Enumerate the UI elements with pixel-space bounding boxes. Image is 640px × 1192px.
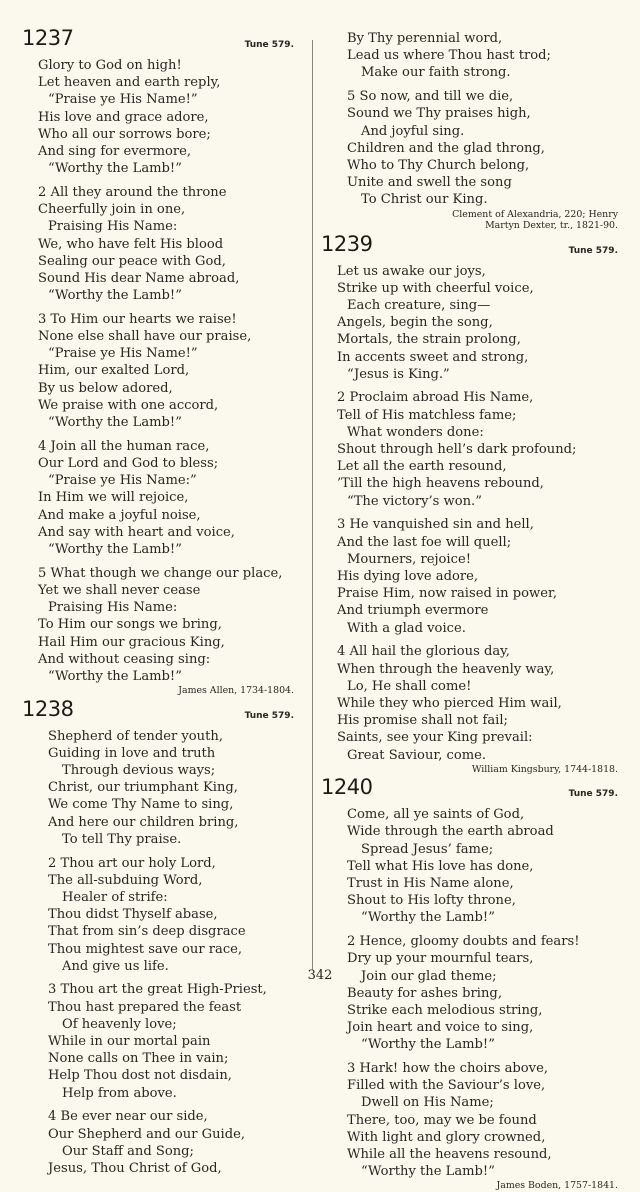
verse-line: Healer of strife: [62, 889, 168, 905]
verse-line: 4 Join all the human race, [38, 438, 210, 454]
verse-line: Glory to God on high! [38, 58, 182, 73]
verse-line: To Christ our King. [361, 192, 488, 208]
verse-line: We, who have felt His blood [38, 236, 224, 252]
verse-line: Great Saviour, come. [347, 747, 487, 763]
stanza-2 [321, 933, 624, 1053]
verse-line: With a glad voice. [347, 620, 466, 636]
verse-line: Let us awake our joys, [337, 263, 486, 279]
stanza-3 [22, 311, 300, 431]
verse-line: 4 Be ever near our side, [48, 1109, 208, 1125]
verse-line: We come Thy Name to sing, [48, 797, 234, 813]
verse-line: Christ, our triumphant King, [48, 780, 238, 796]
stanza-4 [22, 1108, 300, 1177]
verse-line: 5 What though we change our place, [38, 565, 283, 581]
right-column [321, 30, 624, 1192]
verse-line: 3 Hark! how the choirs above, [347, 1061, 548, 1077]
hymn-attribution: William Kingsbury, 1744-1818. [471, 763, 618, 775]
verse-line: Sound we Thy praises high, [347, 106, 531, 122]
verse-line: What wonders done: [347, 424, 484, 440]
hymn-1238 [22, 696, 300, 1178]
verse-line: By us below adored, [38, 380, 173, 396]
verse-line: Join heart and voice to sing, [347, 1020, 534, 1036]
verse-line: Praising His Name: [48, 219, 178, 235]
verse-line: Lo, He shall come! [347, 678, 472, 694]
verse-line: ’Till the high heavens rebound, [337, 476, 544, 492]
verse-line: Through devious ways; [62, 763, 216, 779]
verse-line: Thou didst Thyself abase, [48, 907, 218, 923]
verse-line: And give us life. [62, 958, 169, 974]
verse-line: Lead us where Thou hast trod; [347, 48, 551, 64]
verse-line: Our Lord and God to bless; [38, 455, 219, 471]
verse-line: The all-subduing Word, [48, 872, 203, 888]
verse-line: Children and the glad throng, [347, 140, 545, 156]
verse-line: Praise Him, now raised in power, [337, 586, 557, 602]
verse-line: Join our glad theme; [361, 968, 497, 984]
verse-line: Guiding in love and truth [48, 745, 216, 761]
stanza-3 [22, 981, 300, 1101]
verse-line: Unite and swell the song [347, 175, 512, 191]
hymn-attribution: James Boden, 1757-1841. [496, 1180, 618, 1192]
verse-line: 5 So now, and till we die, [347, 89, 514, 105]
verse-line: And the last foe will quell; [337, 534, 512, 550]
hymn-number: 1238 [22, 696, 74, 721]
verse-line: While all the heavens resound, [347, 1147, 552, 1163]
verse-line: Strike up with cheerful voice, [337, 280, 534, 296]
hymn-1238-continued [321, 30, 624, 232]
verse-line: To Him our songs we bring, [38, 617, 222, 633]
verse-line: Strike each melodious string, [347, 1002, 543, 1018]
verse-line: Let heaven and earth reply, [38, 75, 221, 91]
verse-line: His promise shall not fail; [337, 713, 508, 729]
verse-line: None calls on Thee in vain; [48, 1051, 229, 1067]
verse-line: Tell of His matchless fame; [337, 407, 517, 423]
verse-line: 3 Thou art the great High-Priest, [48, 982, 267, 998]
verse-line: With light and glory crowned, [347, 1129, 546, 1145]
verse-line: And without ceasing sing: [38, 651, 211, 667]
hymn-attribution: Clement of Alexandria, 220; Henry [452, 208, 618, 220]
verse-line: Our Shepherd and our Guide, [48, 1126, 246, 1142]
verse-line: “Praise ye His Name!” [48, 92, 198, 108]
verse-line: Beauty for ashes bring, [347, 985, 502, 1001]
verse-line: Of heavenly love; [62, 1016, 177, 1032]
verse-line: Let all the earth resound, [337, 459, 507, 475]
verse-line: “Worthy the Lamb!” [48, 288, 182, 304]
verse-line: Angels, begin the song, [337, 315, 493, 331]
stanza-2 [22, 184, 300, 304]
verse-line: Come, all ye saints of God, [347, 807, 525, 823]
verse-line: Mourners, rejoice! [347, 551, 471, 567]
tune-reference: Tune 579. [244, 40, 294, 50]
verse-line: That from sin’s deep disgrace [48, 924, 246, 940]
stanza-5 [22, 565, 300, 685]
tune-reference: Tune 579. [244, 710, 294, 721]
verse-line: Him, our exalted Lord, [38, 363, 190, 379]
stanza-3 [321, 516, 624, 636]
verse-line: Our Staff and Song; [62, 1143, 194, 1159]
verse-line: Thou mightest save our race, [48, 941, 243, 957]
verse-line: 3 He vanquished sin and hell, [337, 517, 534, 533]
hymn-number: 1240 [321, 775, 373, 800]
stanza-3 [321, 1060, 624, 1180]
verse-line: Shepherd of tender youth, [48, 728, 223, 744]
verse-line: When through the heavenly way, [337, 661, 555, 677]
verse-line: Cheerfully join in one, [38, 202, 186, 218]
verse-line: Thou hast prepared the feast [48, 999, 242, 1015]
verse-line: Mortals, the strain prolong, [337, 332, 521, 348]
verse-line: Praising His Name: [48, 600, 178, 616]
verse-line: While in our mortal pain [48, 1034, 211, 1050]
verse-line: By Thy perennial word, [347, 31, 503, 46]
column-divider [312, 40, 313, 970]
verse-line: “Praise ye His Name!” [48, 346, 198, 362]
stanza-1 [22, 57, 300, 177]
hymn-number: 1239 [321, 231, 373, 256]
stanza-4 [22, 438, 300, 558]
verse-line: “Worthy the Lamb!” [361, 1164, 495, 1180]
stanza-2 [321, 389, 624, 509]
verse-line: Make our faith strong. [361, 65, 511, 81]
verse-line: Sealing our peace with God, [38, 253, 226, 269]
tune-reference: Tune 579. [568, 789, 618, 800]
verse-line: 3 To Him our hearts we raise! [38, 311, 237, 327]
verse-line: Saints, see your King prevail: [337, 730, 533, 746]
verse-line: And triumph evermore [337, 603, 489, 619]
verse-line: Filled with the Saviour’s love, [347, 1078, 546, 1094]
verse-line: Wide through the earth abroad [347, 824, 554, 840]
verse-line: “The victory’s won.” [347, 493, 482, 509]
verse-line: “Worthy the Lamb!” [361, 910, 495, 926]
verse-line: None else shall have our praise, [38, 329, 252, 345]
verse-line: Shout through hell’s dark profound; [337, 442, 577, 458]
verse-line: Dwell on His Name; [361, 1095, 494, 1111]
verse-line: Help Thou dost not disdain, [48, 1068, 232, 1084]
verse-line: 4 All hail the glorious day, [337, 644, 510, 660]
stanza-1 [22, 728, 300, 848]
verse-line: And joyful sing. [361, 123, 465, 139]
verse-line: To tell Thy praise. [62, 831, 182, 847]
verse-line: Each creature, sing— [347, 297, 491, 313]
verse-line: 2 All they around the throne [38, 184, 227, 200]
verse-line: In Him we will rejoice, [38, 490, 189, 506]
verse-line: And make a joyful noise, [38, 507, 201, 523]
verse-line: “Worthy the Lamb!” [361, 1037, 495, 1053]
stanza-1 [321, 263, 624, 383]
verse-line: And here our children bring, [48, 814, 239, 830]
verse-line: “Worthy the Lamb!” [48, 161, 182, 177]
hymn-1239 [321, 231, 624, 776]
verse-line: “Worthy the Lamb!” [48, 415, 182, 431]
verse-line: And say with heart and voice, [38, 524, 235, 540]
verse-line: We praise with one accord, [38, 397, 219, 413]
verse-line: Tell what His love has done, [347, 858, 534, 874]
verse-line: Hail Him our gracious King, [38, 634, 225, 650]
verse-line: “Worthy the Lamb!” [48, 668, 182, 684]
hymn-number: 1237 [22, 26, 74, 50]
verse-line: While they who pierced Him wail, [337, 695, 562, 711]
stanza-5 [321, 88, 624, 208]
verse-line: “Worthy the Lamb!” [48, 541, 182, 557]
stanza-4-continued [321, 30, 624, 82]
hymn-1240 [321, 775, 624, 1192]
tune-reference: Tune 579. [568, 245, 618, 256]
verse-line: Trust in His Name alone, [347, 876, 514, 892]
verse-line: Who all our sorrows bore; [38, 126, 211, 142]
verse-line: Shout to His lofty throne, [347, 893, 516, 909]
verse-line: “Praise ye His Name:” [48, 473, 197, 489]
verse-line: Yet we shall never cease [38, 582, 201, 598]
verse-line: Spread Jesus’ fame; [361, 841, 494, 857]
verse-line: Sound His dear Name abroad, [38, 270, 240, 286]
verse-line: And sing for evermore, [38, 144, 192, 160]
hymn-attribution: Martyn Dexter, tr., 1821-90. [485, 220, 618, 232]
verse-line: 2 Hence, gloomy doubts and fears! [347, 934, 580, 950]
stanza-2 [22, 855, 300, 975]
verse-line: His dying love adore, [337, 568, 479, 584]
verse-line: “Jesus is King.” [347, 366, 450, 382]
verse-line: There, too, may we be found [347, 1112, 537, 1128]
hymn-1237 [22, 26, 300, 697]
verse-line: Jesus, Thou Christ of God, [48, 1160, 222, 1176]
page-number: 342 [307, 968, 333, 983]
verse-line: Help from above. [62, 1085, 177, 1101]
verse-line: 2 Proclaim abroad His Name, [337, 390, 534, 406]
left-column [22, 26, 300, 1177]
hymn-attribution: James Allen, 1734-1804. [178, 685, 294, 697]
verse-line: His love and grace adore, [38, 109, 209, 125]
stanza-4 [321, 643, 624, 763]
verse-line: Dry up your mournful tears, [347, 951, 534, 967]
stanza-1 [321, 806, 624, 926]
verse-line: Who to Thy Church belong, [347, 157, 530, 173]
verse-line: 2 Thou art our holy Lord, [48, 855, 216, 871]
verse-line: In accents sweet and strong, [337, 349, 529, 365]
